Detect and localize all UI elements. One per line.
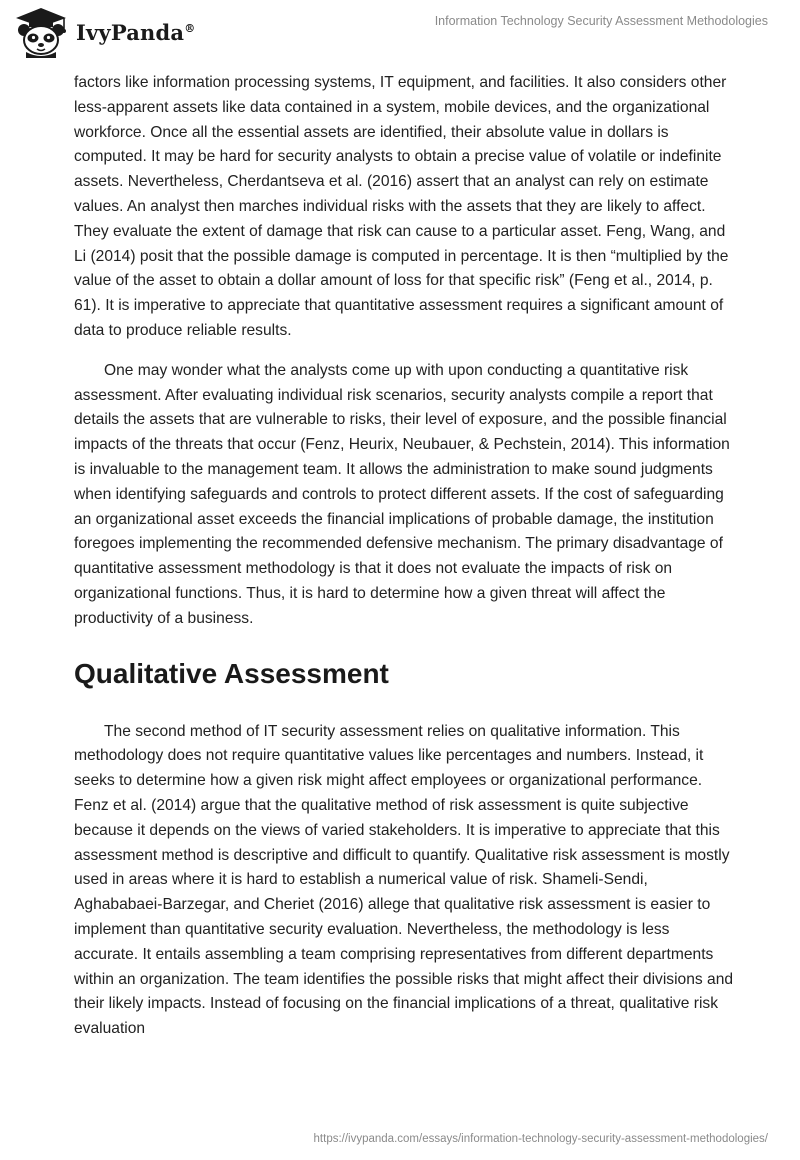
footer-url[interactable]: https://ivypanda.com/essays/information-technology-security-assessment-methodologies/	[313, 1133, 768, 1145]
section-heading-qualitative: Qualitative Assessment	[74, 657, 389, 689]
brand-logo[interactable]	[12, 6, 195, 58]
paragraph-2: One may wonder what the analysts come up with upon conducting a quantitative risk assessment. After evaluating individual risk scenarios, security analysts compile a report that details the assets that are vulnerable to risks, their level of exposure, and the possible financial impacts of the threats that occur (Fenz, Heurix, Neubauer, & Pechstein, 2014). This information is invaluable to the management team. It allows the administration to make sound judgments when identifying safeguards and controls to protect different assets. If the cost of safeguarding an organizational asset exceeds the financial implications of probable damage, the institution foregoes implementing the recommended defensive mechanism. The primary disadvantage of quantitative assessment methodology is that it does not evaluate the impacts of risk on organizational functions. Thus, it is hard to determine how a given threat will affect the productivity of a business.	[74, 361, 730, 627]
panda-graduate-icon	[12, 6, 70, 58]
paragraph-3: The second method of IT security assessment relies on qualitative information. This methodology does not require quantitative values like percentages and numbers. Instead, it seeks to determine how a given risk might affect employees or organizational performance. Fenz et al. (2014) argue that the qualitative method of risk assessment is quite subjective because it depends on the views of varied stakeholders. It is imperative to appreciate that this assessment method is descriptive and difficult to quantify. Qualitative risk assessment is mostly used in areas where it is hard to establish a numerical value of risk. Shameli-Sendi, Aghababaei-Barzegar, and Cheriet (2016) allege that qualitative risk assessment is easier to implement than quantitative security evaluation. Nevertheless, the methodology is less accurate. It entails assembling a team comprising representatives from different departments within an organization. The team identifies the possible risks that might affect their divisions and their likely impacts. Instead of focusing on the financial implications of a threat, qualitative risk evaluation	[74, 722, 734, 1038]
brand-name: IvyPanda®	[76, 19, 196, 45]
article-body	[74, 71, 734, 1042]
page-header	[0, 0, 800, 64]
document-title: Information Technology Security Assessment Methodologies	[434, 14, 768, 28]
paragraph-1: factors like information processing systems, IT equipment, and facilities. It also considers other less-apparent assets like data contained in a system, mobile devices, and the organizational workforce. Once all the essential assets are identified, their absolute value in dollars is computed. It may be hard for security analysts to obtain a precise value of volatile or indefinite assets. Nevertheless, Cherdantseva et al. (2016) assert that an analyst can rely on estimate values. An analyst then marches individual risks with the assets that they are likely to affect. They evaluate the extent of damage that risk can cause to a particular asset. Feng, Wang, and Li (2014) posit that the possible damage is computed in percentage. It is then “multiplied by the value of the asset to obtain a dollar amount of loss for that specific risk” (Feng et al., 2014, p. 61). It is imperative to appreciate that quantitative assessment requires a significant amount of data to produce reliable results.	[74, 74, 729, 339]
